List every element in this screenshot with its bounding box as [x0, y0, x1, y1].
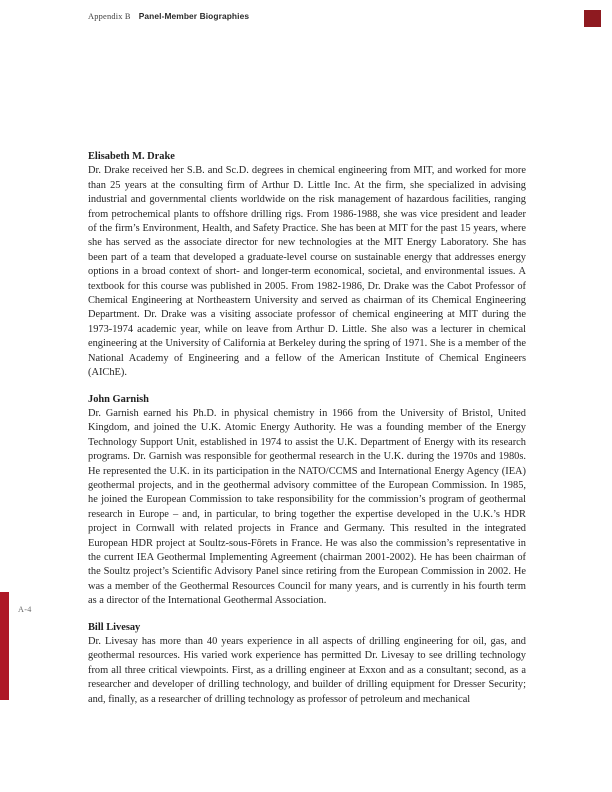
bio-text-paragraph: Dr. Livesay has more than 40 years experience in all aspects of drilling engineering for oil, gas, and geothermal resources. His varied work experience has permitted Dr. Livesay to see drilling technology from all three critical viewpoints. First, as a drilling engineer at Exxon and as a consultant; second, as a researcher and developer of drilling technology, and builder of drilling equipment for Dresser Security; and, finally, as a researcher of drilling technology as professor of petroleum and mechanical — [88, 636, 526, 705]
biographies-content — [88, 150, 526, 719]
header-title: Panel-Member Biographies — [138, 11, 250, 21]
bio-text-paragraph: Dr. Drake received her S.B. and Sc.D. degrees in chemical engineering from MIT, and worked for more than 25 years at the consulting firm of Arthur D. Little Inc. At the firm, she specialized in advising industrial and governmental clients worldwide on the risk management of hazardous facilities, ranging from petrochemical plants to offshore drilling rigs. From 1986-1988, she was vice president and leader of the firm’s Environment, Health, and Safety Practice. She has been at MIT for the past 15 years, where she has served as the associate director for new technologies at the MIT Energy Laboratory. She has been part of a team that developed a graduate-level course on sustainable energy that addresses energy options in a broad context of short- and longer-term economical, societal, and environmental issues. A textbook for this course was published in 2005. From 1982-1986, Dr. Drake was the Cabot Professor of Chemical Engineering at Northeastern University and served as chairman of its Chemical Engineering Department. Dr. Drake was a visiting associate professor of chemical engineering at MIT during the 1973-1974 academic year, while on leave from Arthur D. Little. She also was a lecturer in chemical engineering at the University of California at Berkeley during the spring of 1971. She is a member of the National Academy of Engineering and a fellow of the American Institute of Chemical Engineers (AIChE). — [88, 165, 526, 379]
bio-section-drake — [88, 150, 526, 381]
bio-name-heading: Bill Livesay — [88, 621, 141, 633]
running-header — [88, 11, 249, 21]
page-number-label: A-4 — [18, 605, 32, 614]
corner-accent-square — [584, 10, 601, 27]
bio-name-heading: Elisabeth M. Drake — [88, 151, 175, 162]
appendix-label: Appendix B — [88, 12, 131, 21]
bio-section-garnish — [88, 393, 526, 609]
bio-section-livesay — [88, 621, 526, 707]
margin-accent-bar — [0, 592, 9, 700]
bio-text-paragraph: Dr. Garnish earned his Ph.D. in physical chemistry in 1966 from the University of Bristol, United Kingdom, and joined the U.K. Atomic Energy Authority. He was a founding member of the Energy Technology Support Unit, established in 1974 to assist the U.K. Department of Energy with its research programs. Dr. Garnish was responsible for geothermal research in the U.K. during the 1970s and 1980s. He represented the U.K. in its participation in the NATO/CCMS and International Energy Agency (IEA) geothermal projects, and in the geothermal advisory committee of the European Commission. In 1985, he joined the European Commission to take responsibility for the commission’s program of geothermal research in Europe – and, in particular, to bring together the expertise developed in the U.K.’s HDR project in Cornwall with related projects in France and Germany. This resulted in the integrated European HDR project at Soultz-sous-Fôrets in France. He was also the commission’s representative in the current IEA Geothermal Implementing Agreement (chairman 2001-2002). He has been chairman of the Soultz project’s Scientific Advisory Panel since retiring from the European Commission in 2002. He was a member of the Geothermal Resources Council for many years, and is currently in his fourth term as a director of the International Geothermal Association. — [88, 407, 526, 607]
bio-name-heading: John Garnish — [88, 393, 149, 405]
